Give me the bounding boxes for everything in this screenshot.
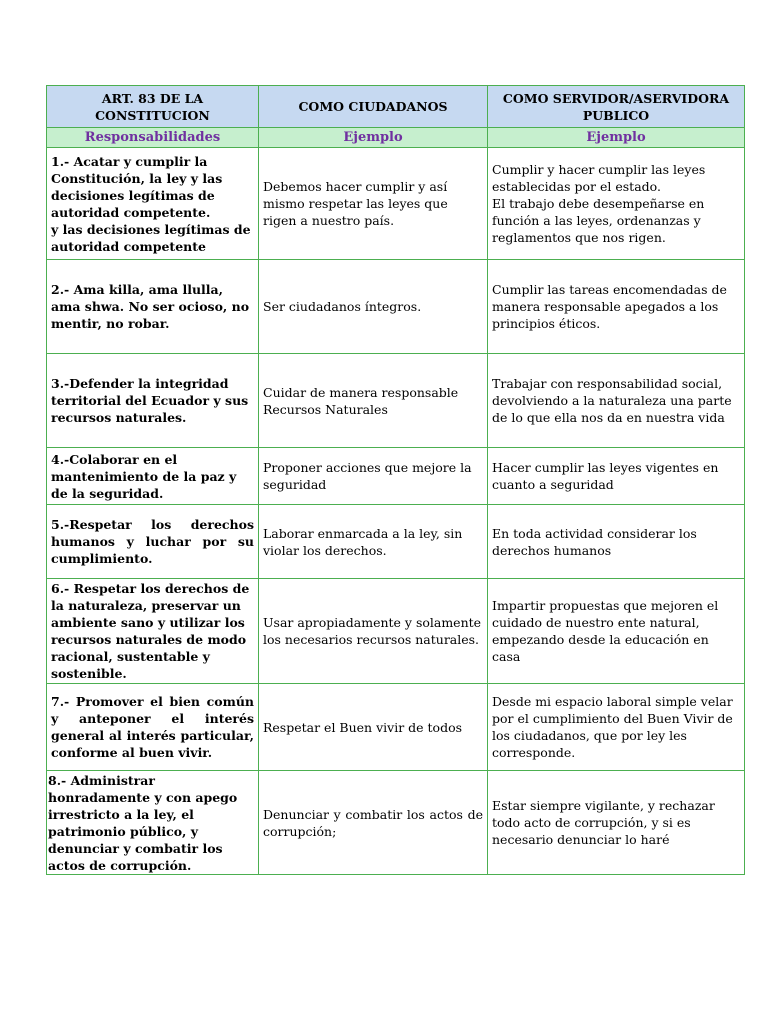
citizen-example-cell: Laborar enmarcada a la ley, sin violar los derechos.	[259, 505, 488, 579]
responsibility-cell: 8.- Administrar honradamente y con apego irrestricto a la ley, el patrimonio público, y denunciar y combatir los actos de corrupción.	[47, 771, 259, 875]
citizen-example-cell: Ser ciudadanos íntegros.	[259, 260, 488, 354]
subheader-row	[47, 128, 745, 148]
subheader-example-servants: Ejemplo	[488, 128, 745, 148]
citizen-example-cell: Cuidar de manera responsable Recursos Naturales	[259, 354, 488, 448]
table-row	[47, 771, 745, 875]
table-row	[47, 354, 745, 448]
responsibility-cell: 1.- Acatar y cumplir la Constitución, la ley y las decisiones legítimas de autoridad competente. y las decisiones legítimas de autoridad competente	[47, 148, 259, 260]
servant-example-cell: Cumplir las tareas encomendadas de manera responsable apegados a los principios éticos.	[488, 260, 745, 354]
citizen-example-cell: Respetar el Buen vivir de todos	[259, 684, 488, 771]
subheader-example-citizens: Ejemplo	[259, 128, 488, 148]
table-row	[47, 579, 745, 684]
responsibility-cell: 5.-Respetar los derechos humanos y luchar por su cumplimiento.	[47, 505, 259, 579]
table-row	[47, 260, 745, 354]
table-row	[47, 148, 745, 260]
responsibility-cell: 4.-Colaborar en el mantenimiento de la paz y de la seguridad.	[47, 448, 259, 505]
header-servants: COMO SERVIDOR/ASERVIDORA PUBLICO	[488, 86, 745, 128]
servant-example-cell: Estar siempre vigilante, y rechazar todo acto de corrupción, y si es necesario denunciar lo haré	[488, 771, 745, 875]
table-row	[47, 505, 745, 579]
header-row	[47, 86, 745, 128]
citizen-example-cell: Usar apropiadamente y solamente los necesarios recursos naturales.	[259, 579, 488, 684]
responsibility-cell: 7.- Promover el bien común y anteponer el interés general al interés particular, conforme al buen vivir.	[47, 684, 259, 771]
servant-example-cell: Cumplir y hacer cumplir las leyes establecidas por el estado. El trabajo debe desempeñarse en función a las leyes, ordenanzas y reglamentos que nos rigen.	[488, 148, 745, 260]
responsibility-cell: 3.-Defender la integridad territorial del Ecuador y sus recursos naturales.	[47, 354, 259, 448]
servant-example-cell: Trabajar con responsabilidad social, devolviendo a la naturaleza una parte de lo que ella nos da en nuestra vida	[488, 354, 745, 448]
header-article: ART. 83 DE LA CONSTITUCION	[47, 86, 259, 128]
citizen-example-cell: Debemos hacer cumplir y así mismo respetar las leyes que rigen a nuestro país.	[259, 148, 488, 260]
table-row	[47, 448, 745, 505]
constitution-table	[46, 85, 745, 875]
servant-example-cell: En toda actividad considerar los derechos humanos	[488, 505, 745, 579]
header-citizens: COMO CIUDADANOS	[259, 86, 488, 128]
subheader-responsibilities: Responsabilidades	[47, 128, 259, 148]
citizen-example-cell: Denunciar y combatir los actos de corrupción;	[259, 771, 488, 875]
servant-example-cell: Hacer cumplir las leyes vigentes en cuanto a seguridad	[488, 448, 745, 505]
citizen-example-cell: Proponer acciones que mejore la seguridad	[259, 448, 488, 505]
responsibility-cell: 6.- Respetar los derechos de la naturaleza, preservar un ambiente sano y utilizar los recursos naturales de modo racional, sustentable y sostenible.	[47, 579, 259, 684]
servant-example-cell: Desde mi espacio laboral simple velar por el cumplimiento del Buen Vivir de los ciudadanos, que por ley les corresponde.	[488, 684, 745, 771]
table-row	[47, 684, 745, 771]
responsibility-cell: 2.- Ama killa, ama llulla, ama shwa. No ser ocioso, no mentir, no robar.	[47, 260, 259, 354]
servant-example-cell: Impartir propuestas que mejoren el cuidado de nuestro ente natural, empezando desde la educación en casa	[488, 579, 745, 684]
